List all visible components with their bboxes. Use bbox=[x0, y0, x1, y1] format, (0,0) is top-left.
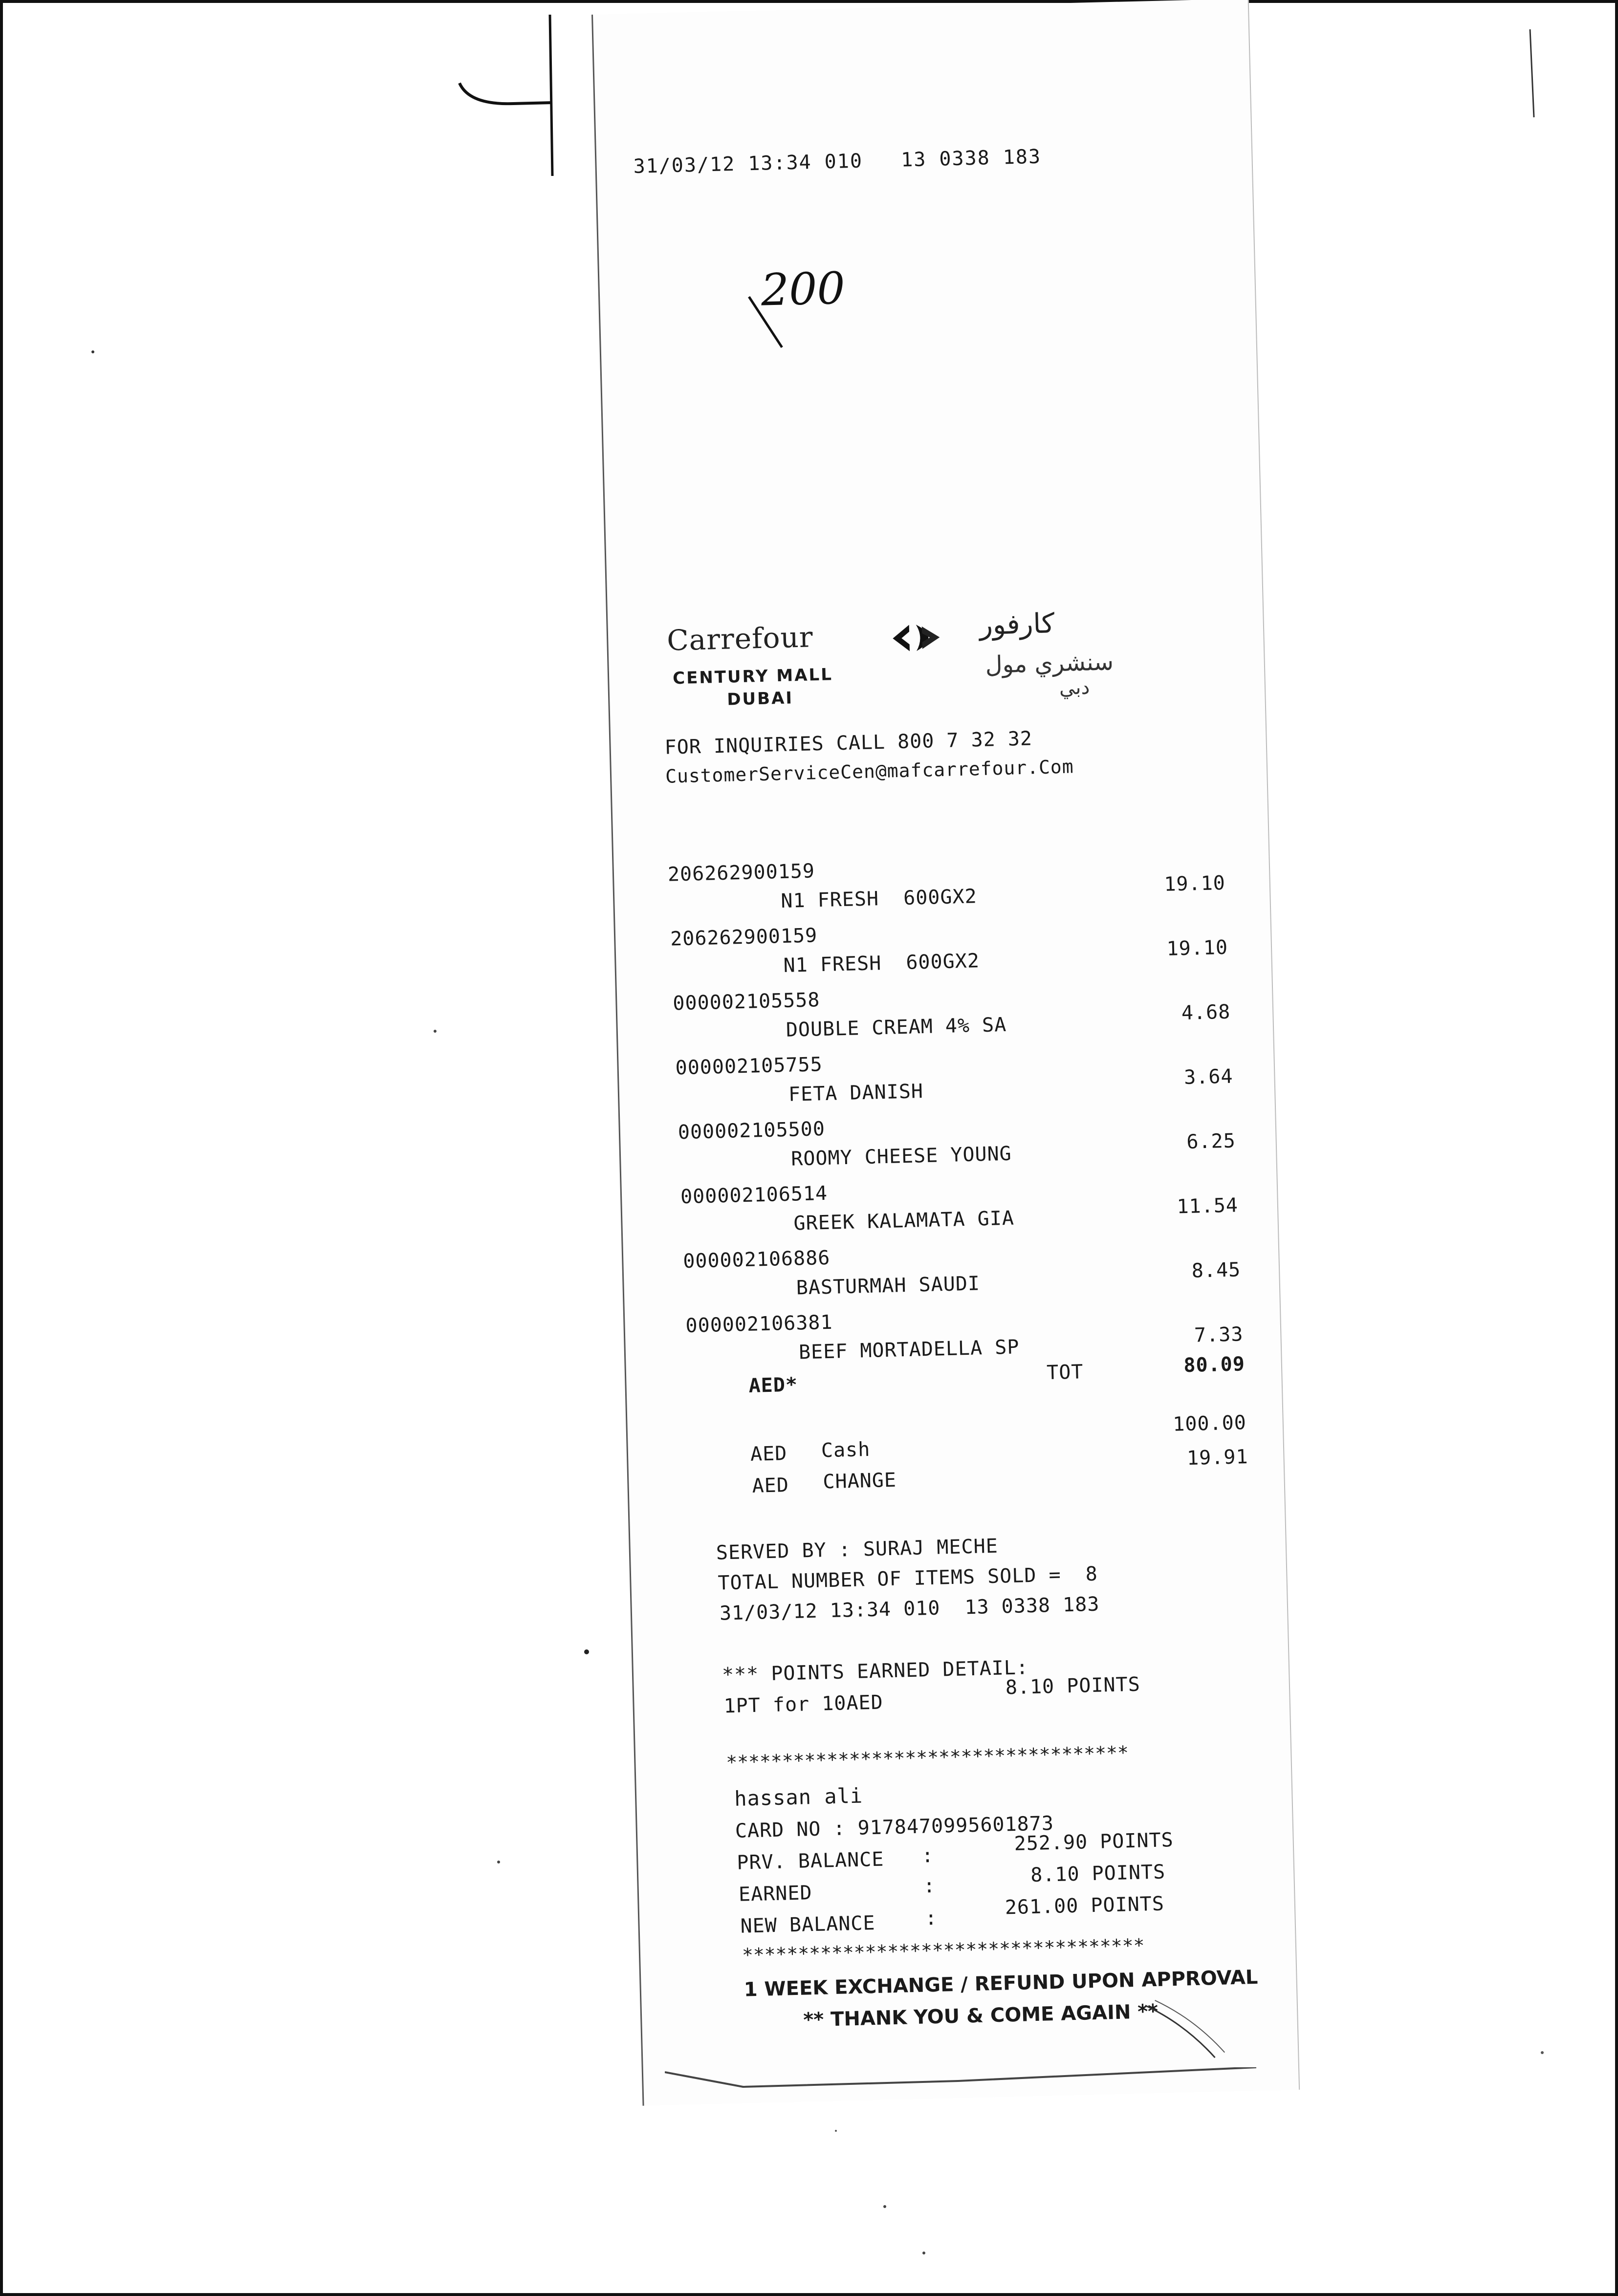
item-name: ROOMY CHEESE YOUNG bbox=[790, 1142, 1012, 1170]
item-price: 19.10 bbox=[1163, 871, 1226, 896]
top-timestamp: 31/03/12 13:34 010 13 0338 183 bbox=[633, 145, 1042, 178]
item-price: 6.25 bbox=[1186, 1129, 1236, 1153]
scribble-mark bbox=[1140, 1993, 1239, 2064]
store-branch: CENTURY MALL bbox=[672, 665, 833, 689]
change-amount: 19.91 bbox=[1186, 1446, 1249, 1470]
served-by: SERVED BY : SURAJ MECHE bbox=[716, 1535, 999, 1564]
store-branch-arabic: سنشري مول bbox=[985, 648, 1114, 679]
item-code: 000002106886 bbox=[682, 1246, 831, 1273]
store-city: DUBAI bbox=[726, 688, 794, 710]
items-sold-count: TOTAL NUMBER OF ITEMS SOLD = 8 bbox=[717, 1562, 1098, 1595]
points-rate: 1PT for 10AED bbox=[723, 1691, 884, 1718]
item-code: 000002105558 bbox=[672, 989, 820, 1015]
inquiries-line: FOR INQUIRIES CALL 800 7 32 32 bbox=[664, 727, 1033, 759]
cash-currency: AED bbox=[750, 1442, 787, 1466]
item-code: 000002106514 bbox=[680, 1182, 828, 1209]
earned-label: EARNED bbox=[738, 1882, 813, 1906]
item-name: DOUBLE CREAM 4% SA bbox=[786, 1013, 1007, 1041]
item-name: N1 FRESH 600GX2 bbox=[783, 950, 980, 977]
previous-balance-value: 252.90 POINTS bbox=[1014, 1829, 1174, 1855]
separator-line: ************************************ bbox=[725, 1742, 1129, 1774]
carrefour-logo-icon bbox=[886, 620, 950, 655]
store-header bbox=[666, 601, 1231, 722]
total-currency: AED* bbox=[748, 1373, 798, 1397]
item-code: 000002106381 bbox=[685, 1311, 833, 1338]
item-price: 11.54 bbox=[1176, 1194, 1239, 1218]
handwritten-note: 200 bbox=[760, 262, 846, 316]
total-amount: 80.09 bbox=[1183, 1353, 1246, 1377]
item-code: 000002105500 bbox=[678, 1118, 826, 1144]
store-brand-name: Carrefour bbox=[666, 620, 814, 657]
item-price: 8.45 bbox=[1191, 1258, 1241, 1282]
points-earned: 8.10 POINTS bbox=[1005, 1673, 1141, 1699]
cash-amount: 100.00 bbox=[1172, 1411, 1247, 1436]
item-code: 206262900159 bbox=[667, 860, 815, 886]
member-name: hassan ali bbox=[734, 1783, 863, 1811]
item-name: BASTURMAH SAUDI bbox=[796, 1272, 981, 1300]
bottom-timestamp: 31/03/12 13:34 010 13 0338 183 bbox=[719, 1593, 1100, 1625]
colon: : bbox=[921, 1844, 934, 1867]
points-header: *** POINTS EARNED DETAIL: bbox=[722, 1656, 1029, 1687]
separator-line: ************************************ bbox=[742, 1934, 1145, 1966]
cash-label: Cash bbox=[821, 1438, 871, 1462]
item-price: 3.64 bbox=[1183, 1065, 1234, 1089]
store-city-arabic: دبي bbox=[1059, 676, 1090, 700]
item-name: GREEK KALAMATA GIA bbox=[793, 1207, 1015, 1235]
item-price: 19.10 bbox=[1166, 936, 1228, 960]
previous-balance-label: PRV. BALANCE bbox=[736, 1848, 884, 1874]
store-brand-name-arabic: كارفور bbox=[979, 607, 1055, 641]
colon: : bbox=[924, 1906, 938, 1930]
change-currency: AED bbox=[752, 1474, 789, 1497]
new-balance-label: NEW BALANCE bbox=[740, 1911, 876, 1938]
change-label: CHANGE bbox=[822, 1469, 897, 1494]
colon: : bbox=[923, 1874, 936, 1898]
total-label: TOT bbox=[1046, 1361, 1084, 1385]
item-name: FETA DANISH bbox=[788, 1080, 924, 1106]
item-price: 4.68 bbox=[1181, 1000, 1231, 1025]
receipt-paper bbox=[591, 0, 1300, 2106]
earned-value: 8.10 POINTS bbox=[1030, 1861, 1166, 1887]
new-balance-value: 261.00 POINTS bbox=[1005, 1892, 1165, 1919]
item-name: N1 FRESH 600GX2 bbox=[780, 885, 978, 913]
item-code: 206262900159 bbox=[670, 924, 818, 951]
item-name: BEEF MORTADELLA SP bbox=[798, 1336, 1020, 1364]
thank-you-message: ** THANK YOU & COME AGAIN ** bbox=[803, 2000, 1159, 2032]
exchange-policy: 1 WEEK EXCHANGE / REFUND UPON APPROVAL bbox=[743, 1966, 1258, 2001]
item-price: 7.33 bbox=[1194, 1323, 1244, 1347]
customer-service-email: CustomerServiceCen@mafcarrefour.Com bbox=[665, 756, 1074, 787]
item-code: 000002105755 bbox=[675, 1053, 823, 1080]
card-number: CARD NO : 9178470995601873 bbox=[735, 1812, 1054, 1842]
